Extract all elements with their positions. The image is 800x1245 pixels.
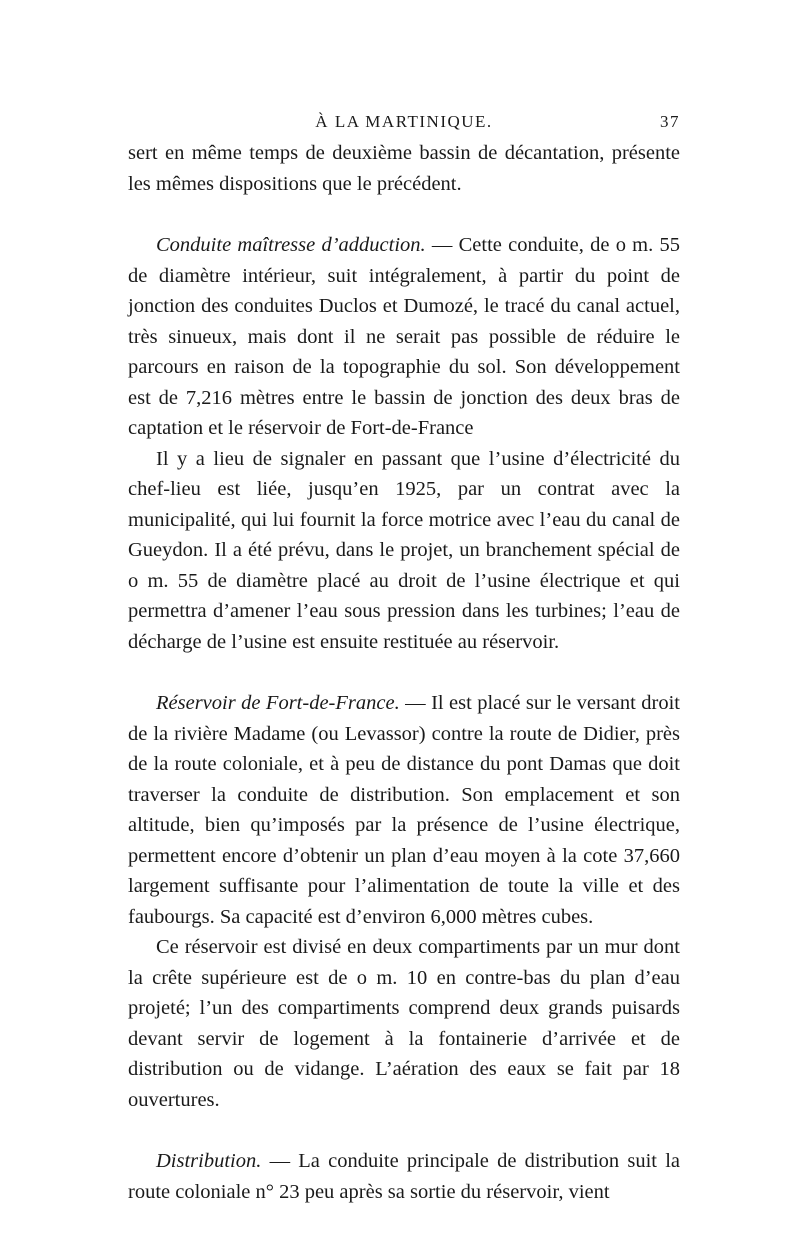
paragraph-conduite-maitresse [128, 230, 680, 444]
paragraph-compartiments [128, 932, 680, 1115]
paragraph-text: Il y a lieu de signaler en passant que l’usine d’électricité du chef-lieu est liée, jusqu’en 1925, par un contrat avec la municipalité, qui lui fournit la force motrice avec l’eau du canal de Gueydon. Il a été prévu, dans le projet, un branchement spécial de o m. 55 de diamètre placé au droit de l’usine électrique et qui permettra d’amener l’eau sous pression dans les turbines; l’eau de décharge de l’usine est ensuite restituée au réservoir. [128, 447, 680, 653]
running-head [128, 112, 680, 138]
paragraph-distribution [128, 1146, 680, 1207]
page-number: 37 [660, 112, 680, 131]
paragraph-text: — La conduite principale de distribution suit la route coloniale n° 23 peu après sa sortie du réservoir, vient [128, 1150, 680, 1203]
running-head-title: À LA MARTINIQUE. [315, 112, 493, 131]
paragraph-text: Ce réservoir est divisé en deux compartiments par un mur dont la crête supérieure est de o m. 10 en contre-bas du plan d’eau projeté; l’un des compartiments comprend deux grands puisards devant servir de logement à la fontainerie d’arrivée et de distribution ou de vidange. L’aération des eaux se fait par 18 ouvertures. [128, 936, 680, 1111]
paragraph-text: — Il est placé sur le versant droit de la rivière Madame (ou Levassor) contre la route de Didier, près de la route coloniale, et à peu de distance du pont Damas que doit traverser la conduite de distribution. Son emplacement et son altitude, bien qu’imposés par la présence de l’usine électrique, permettent encore d’obtenir un plan d’eau moyen à la cote 37,660 largement suffisante pour l’alimentation de toute la ville et des faubourgs. Sa capacité est d’environ 6,000 mètres cubes. [128, 692, 680, 928]
section-heading: Conduite maîtresse d’adduction. [156, 234, 426, 256]
section-heading: Distribution. [156, 1150, 262, 1172]
paragraph-continuation [128, 138, 680, 199]
paragraph-reservoir [128, 688, 680, 932]
paragraph-text: sert en même temps de deuxième bassin de décantation, présente les mêmes dispositions que le précédent. [128, 142, 680, 195]
paragraph-usine-electricite [128, 444, 680, 658]
paragraph-text: — Cette conduite, de o m. 55 de diamètre intérieur, suit intégralement, à partir du point de jonction des conduites Duclos et Dumozé, le tracé du canal actuel, très sinueux, mais dont il ne serait pas possible de réduire le parcours en raison de la topographie du sol. Son développement est de 7,216 mètres entre le bassin de jonction des deux bras de captation et le réservoir de Fort-de-France [128, 234, 680, 439]
book-page [128, 112, 680, 1207]
section-heading: Réservoir de Fort-de-France. [156, 692, 400, 714]
